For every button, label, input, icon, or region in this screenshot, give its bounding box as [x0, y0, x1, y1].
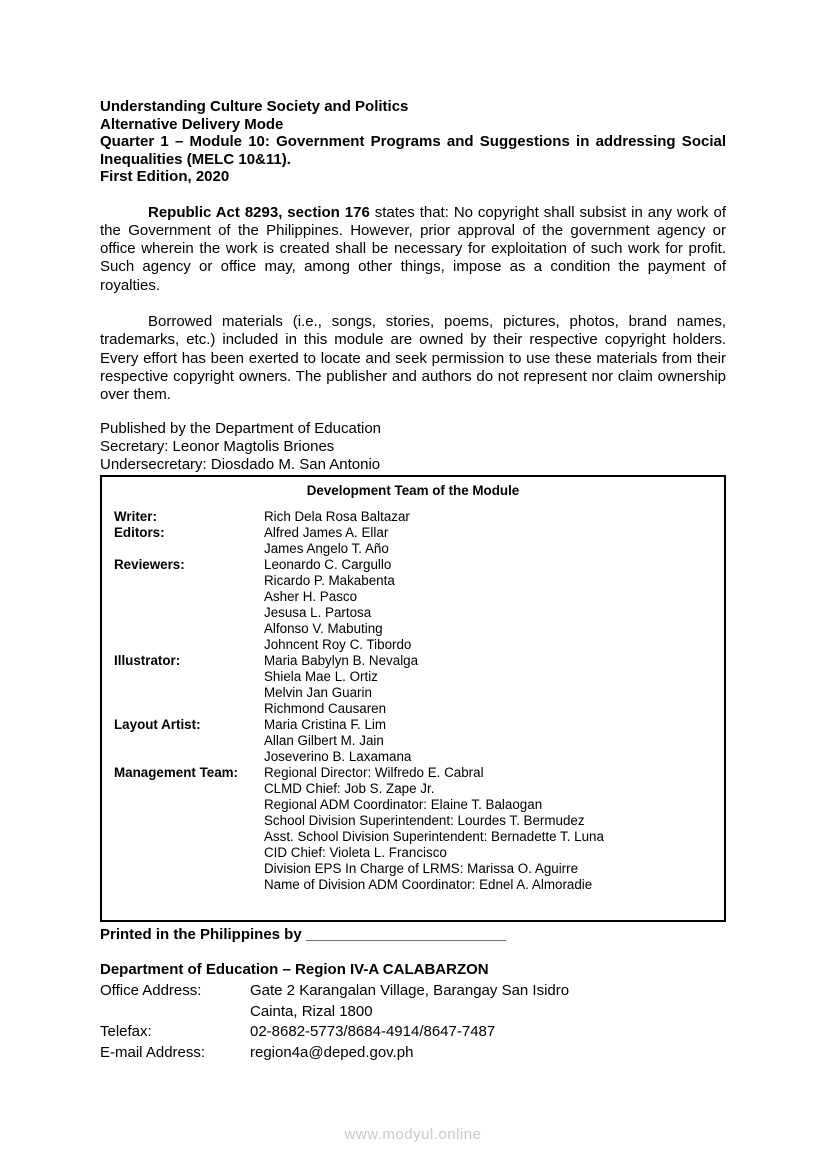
- contact-title: Department of Education – Region IV-A CALABARZON: [100, 961, 489, 979]
- dev-value-line: Ricardo P. Makabenta: [264, 573, 395, 589]
- dev-values: [264, 765, 712, 893]
- contact-label: E-mail Address:: [100, 1043, 206, 1061]
- contact-label: Office Address:: [100, 982, 202, 1000]
- copyright-paragraph: [100, 204, 726, 295]
- watermark: www.modyul.online: [344, 1126, 482, 1143]
- contact-block: [100, 961, 726, 1063]
- contact-value-line: 02-8682-5773/8684-4914/8647-7487: [250, 1023, 496, 1041]
- contact-row: [100, 1022, 726, 1043]
- dev-value-line: Joseverino B. Laxamana: [264, 749, 412, 765]
- dev-value-line: Johncent Roy C. Tibordo: [264, 637, 412, 653]
- contact-value-line: Cainta, Rizal 1800: [250, 1002, 373, 1020]
- dev-row: [114, 717, 712, 765]
- contact-row: [100, 981, 726, 1022]
- dev-team-rows: [114, 509, 712, 893]
- dev-value-line: Shiela Mae L. Ortiz: [264, 669, 378, 685]
- dev-value-line: Melvin Jan Guarin: [264, 685, 372, 701]
- dev-row: [114, 557, 712, 653]
- contact-values: [250, 1022, 726, 1043]
- dev-row: [114, 653, 712, 717]
- dev-value-line: Division EPS In Charge of LRMS: Marissa O. Aguirre: [264, 861, 579, 877]
- dev-row: [114, 509, 712, 525]
- contact-values: [250, 981, 726, 1022]
- dev-value-line: Alfred James A. Ellar: [264, 525, 389, 541]
- contact-value-line: region4a@deped.gov.ph: [250, 1043, 414, 1061]
- dev-value-line: Regional ADM Coordinator: Elaine T. Balaogan: [264, 797, 543, 813]
- contact-values: [250, 1043, 726, 1064]
- printed-label: Printed in the Philippines by: [100, 926, 306, 944]
- dev-value-line: CLMD Chief: Job S. Zape Jr.: [264, 781, 435, 797]
- dev-label: Editors:: [114, 525, 165, 541]
- dev-value-line: Jesusa L. Partosa: [264, 605, 372, 621]
- dev-values: [264, 557, 712, 653]
- dev-value-line: Maria Cristina F. Lim: [264, 717, 387, 733]
- borrowed-materials-paragraph: Borrowed materials (i.e., songs, stories, poems, pictures, photos, brand names, trademarks, etc.) included in this module are owned by their respective copyright holders. Every effort has been exerted to locate and seek permission to use these materials from their respective copyright owners. The publisher and authors do not represent nor claim ownership over them.: [100, 312, 726, 404]
- dev-value-line: Regional Director: Wilfredo E. Cabral: [264, 765, 484, 781]
- dev-values: [264, 525, 712, 557]
- dev-values: [264, 509, 712, 525]
- module-delivery-mode: Alternative Delivery Mode: [100, 115, 284, 133]
- dev-value-line: Allan Gilbert M. Jain: [264, 733, 384, 749]
- dev-value-line: Alfonso V. Mabuting: [264, 621, 383, 637]
- module-quarter-line: Quarter 1 – Module 10: Government Programs and Suggestions in addressing Social Inequalities (MELC 10&11).: [100, 133, 726, 168]
- dev-value-line: James Angelo T. Año: [264, 541, 389, 557]
- dev-value-line: Maria Babylyn B. Nevalga: [264, 653, 419, 669]
- contact-label: Telefax:: [100, 1023, 152, 1041]
- development-team-box: [100, 475, 726, 922]
- module-edition: First Edition, 2020: [100, 168, 230, 185]
- dev-value-line: Asst. School Division Superintendent: Bernadette T. Luna: [264, 829, 604, 845]
- published-by-line: Published by the Department of Education: [100, 420, 382, 438]
- dev-label: Writer:: [114, 509, 157, 525]
- secretary-line: Secretary: Leonor Magtolis Briones: [100, 438, 335, 456]
- printed-line: [100, 926, 726, 944]
- dev-label: Illustrator:: [114, 653, 181, 669]
- dev-label: Layout Artist:: [114, 717, 201, 733]
- dev-value-line: Rich Dela Rosa Baltazar: [264, 509, 410, 525]
- dev-value-line: Leonardo C. Cargullo: [264, 557, 392, 573]
- module-title: Understanding Culture Society and Politics: [100, 98, 409, 115]
- dev-label: Reviewers:: [114, 557, 185, 573]
- dev-row: [114, 525, 712, 557]
- publisher-block: [100, 420, 726, 473]
- copyright-paragraph-text: states that: No copyright shall subsist in any work of the Government of the Philippines. However, prior approval of the government agency or office wherein the work is created shall be necessary for exploitation of such work for profit. Such agency or office may, among other things, impose as a condition the payment of royalties.: [100, 203, 727, 294]
- contact-rows: [100, 981, 726, 1063]
- module-header: [100, 98, 726, 186]
- dev-values: [264, 717, 712, 765]
- contact-row: [100, 1043, 726, 1064]
- contact-value-line: Gate 2 Karangalan Village, Barangay San Isidro: [250, 982, 570, 1000]
- printed-blank: ________________________: [305, 926, 507, 944]
- dev-value-line: Name of Division ADM Coordinator: Ednel A. Almoradie: [264, 877, 593, 893]
- dev-values: [264, 653, 712, 717]
- dev-label: Management Team:: [114, 765, 239, 781]
- dev-row: [114, 765, 712, 893]
- republic-act-reference: Republic Act 8293, section 176: [148, 203, 370, 221]
- dev-value-line: School Division Superintendent: Lourdes T. Bermudez: [264, 813, 585, 829]
- dev-value-line: Richmond Causaren: [264, 701, 387, 717]
- dev-value-line: Asher H. Pasco: [264, 589, 358, 605]
- dev-value-line: CID Chief: Violeta L. Francisco: [264, 845, 447, 861]
- dev-team-title: Development Team of the Module: [306, 483, 520, 499]
- undersecretary-line: Undersecretary: Diosdado M. San Antonio: [100, 455, 381, 473]
